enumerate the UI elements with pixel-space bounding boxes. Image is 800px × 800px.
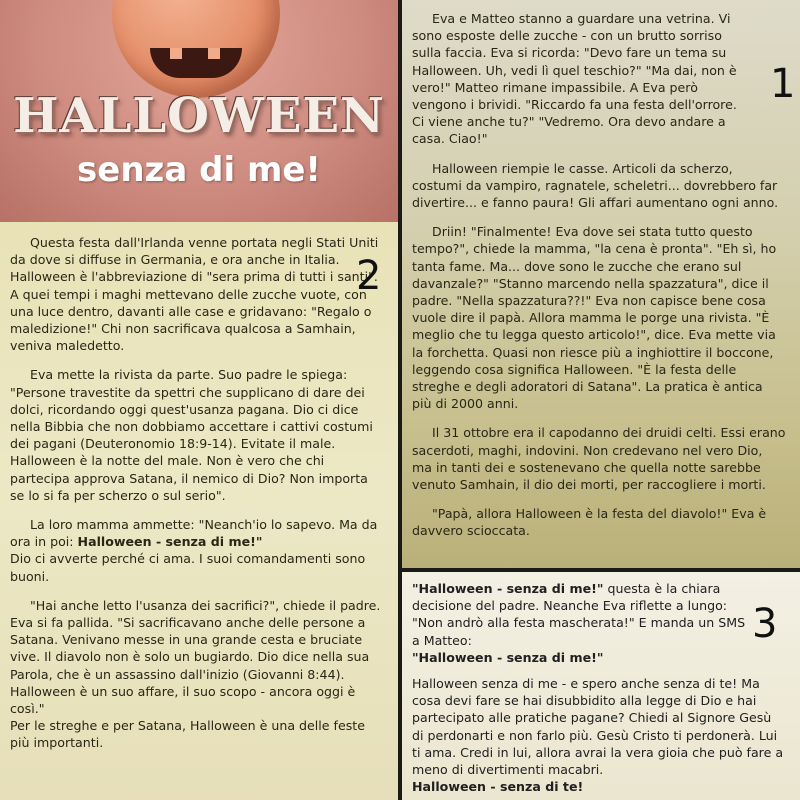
handwritten-number-1: 1 — [770, 61, 796, 107]
paragraph-text: questa è la chiara decisione del padre. Neanche Eva riflette a lungo: "Non andrò alla festa mascherata!" E manda un SMS a Matteo: — [412, 581, 746, 648]
cover-subtitle: senza di me! — [77, 150, 321, 190]
handwritten-number-3: 3 — [752, 601, 778, 647]
paragraph: Halloween senza di me - e spero anche senza di te! Ma cosa devi fare se hai disubbidito alla legge di Dio e hai partecipato alle pratiche pagane? Chiedi al Signore Gesù di perdonarti e non farlo più. Gesù Cristo ti perdonerà. Lui ti ama. Credi in lui, allora avrai la vera gioia che può fare a meno di divertimenti macabri. — [412, 676, 784, 778]
slogan: "Halloween - senza di me!" — [412, 649, 604, 665]
paragraph: "Papà, allora Halloween è la festa del diavolo!" Eva è davvero scioccata. — [412, 506, 767, 539]
page-section-1 — [402, 0, 800, 568]
paragraph: Per le streghe e per Satana, Halloween è una delle feste più importanti. — [10, 718, 365, 751]
paragraph — [10, 516, 382, 585]
paragraph — [412, 580, 786, 666]
paragraph: Il 31 ottobre era il capodanno dei druidi celti. Essi erano sacerdoti, maghi, indovini. Non credevano nel vero Dio, ma in tanti dei e sostenevano che quella notte sarebbe venuto Samhain, il dio dei morti, per raccogliere i morti. — [412, 425, 786, 493]
page-section-3 — [402, 572, 800, 800]
handwritten-number-2: 2 — [356, 253, 382, 299]
paragraph: Questa festa dall'Irlanda venne portata negli Stati Uniti da dove si diffuse in Germania, e ora anche in Italia. Halloween è l'abbreviazione di "sera prima di tutti i santi". A quei tempi i maghi mettevano delle zucche vuote, con una luce dentro, davanti alle case e gridavano: "Regalo o maledizione!" Chi non sacrificava qualcosa a Samhain, veniva maledetto. — [10, 235, 379, 354]
slogan: "Halloween - senza di me!" — [412, 581, 604, 596]
cover-title: HALLOWEEN — [13, 88, 385, 144]
pumpkin-tooth — [170, 48, 182, 59]
paragraph: Driin! "Finalmente! Eva dove sei stata tutto questo tempo?", chiede la mamma, "la cena è pronta". "Eh sì, ho tanta fame. Ma... dove sono le zucche che erano sul davanzale?" "Stanno marcendo nella spazzatura", dice il padre. "Nella spazzatura??!" Eva non capisce bene cosa vuole dire il papà. Allora mamma le porge una rivista. "È meglio che tu legga questo articolo!", dice. Eva mette via la forchetta. Quasi non riesce più a inghiottire il boccone, leggendo cosa significa Halloween. "È la festa delle streghe e degli adoratori di Satana". La pratica è antica più di 2000 anni. — [412, 224, 777, 412]
paragraph-text: Dio ci avverte perché ci ama. I suoi comandamenti sono buoni. — [10, 551, 366, 584]
paragraph: Eva mette la rivista da parte. Suo padre le spiega: "Persone travestite da spettri che supplicano di dare dei dolci, ricordando oggi quest'usanza pagana. Dio ci dice nella Bibbia che non dobbiamo accettare i cattivi costumi dei pagani (Deuteronomio 18:9-14). Evitate il male. Halloween è la notte del male. Non è vero che chi partecipa approva Satana, il nemico di Dio? Non importa se lo si fa per scherzo o sul serio". — [10, 367, 373, 503]
paragraph: Eva e Matteo stanno a guardare una vetrina. Vi sono esposte delle zucche - con un brutto sorriso sulla faccia. Eva si ricorda: "Devo fare un tema su Halloween. Uh, vedi lì quel teschio?" "Ma dai, non è vero!" Matteo rimane impassibile. A Eva però vengono i brividi. "Riccardo fa una festa dell'orrore. Ci viene anche tu?" "Vedremo. Ora devo andare a casa. Ciao!" — [412, 11, 737, 147]
closing-line — [412, 778, 786, 795]
paragraph-text: La loro mamma ammette: "Neanch'io lo sapevo. Ma da ora in poi: — [10, 517, 378, 550]
pumpkin-tooth — [208, 48, 220, 59]
slogan: Halloween - senza di te! — [412, 779, 584, 795]
page-section-2 — [0, 222, 398, 800]
cover-image — [0, 0, 398, 222]
paragraph: Halloween riempie le casse. Articoli da scherzo, costumi da vampiro, ragnatele, scheletri... dovrebbero far divertire... e fanno paura! Gli affari aumentano ogni anno. — [412, 160, 779, 211]
slogan: Halloween - senza di me!" — [77, 534, 263, 550]
pumpkin-illustration — [112, 0, 280, 98]
paragraph: "Hai anche letto l'usanza dei sacrifici?", chiede il padre. Eva si fa pallida. "Si sacrificavano anche delle persone a Satana. Venivano messe in una grande cesta e bruciate vive. Il diavolo non è solo un bugiardo. Dio dice nella sua Parola, che è un assassino dall'inizio (Giovanni 8:44). Halloween è un suo affare, il suo scopo - ancora oggi è così." — [10, 597, 381, 717]
pumpkin-mouth — [150, 48, 242, 78]
